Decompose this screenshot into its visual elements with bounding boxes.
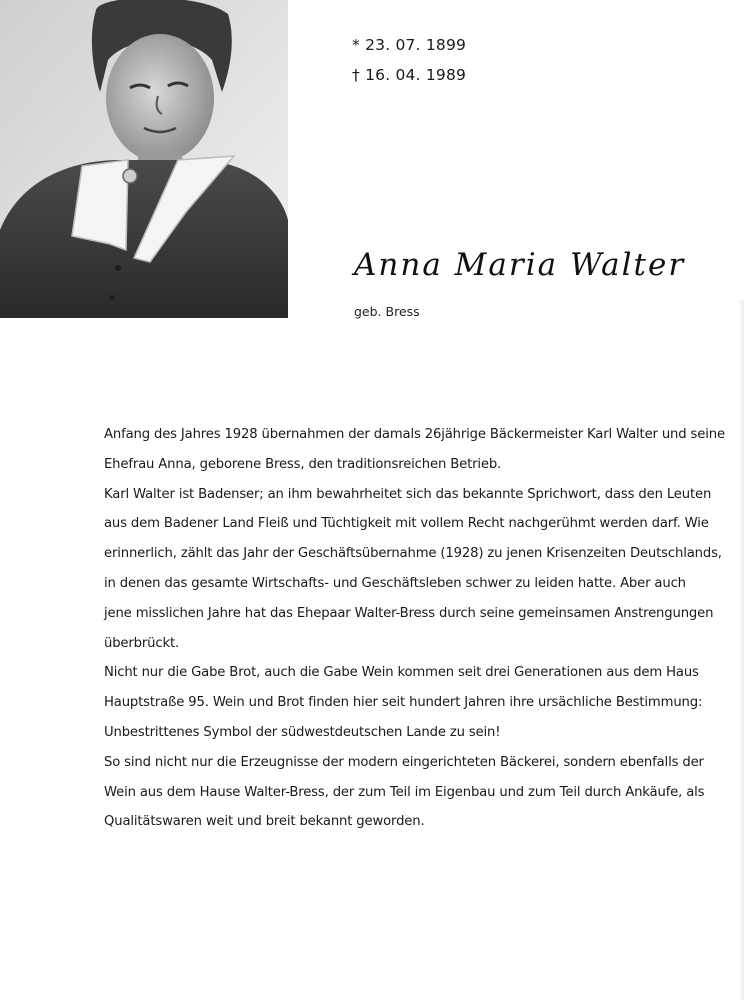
maiden-name: geb. Bress [354,304,420,319]
person-name: Anna Maria Walter [354,247,686,283]
portrait-illustration [0,0,288,318]
life-dates [352,30,466,90]
text-line: Wein aus dem Hause Walter-Bress, der zum Teil im Eigenbau und zum Teil durch Ankäufe, als [104,784,705,800]
text-line: überbrückt. [104,635,180,651]
biography-text [104,420,725,837]
text-line: Hauptstraße 95. Wein und Brot finden hier seit hundert Jahren ihre ursächliche Bestimmung: [104,695,703,711]
portrait-photo [0,0,288,318]
text-line: Nicht nur die Gabe Brot, auch die Gabe Wein kommen seit drei Generationen aus dem Haus [104,665,699,681]
text-line: in denen das gesamte Wirtschafts- und Geschäftsleben schwer zu leiden hatte. Aber auch [104,575,686,591]
text-line: Qualitätswaren weit und breit bekannt geworden. [104,814,425,830]
text-line: Ehefrau Anna, geborene Bress, den traditionsreichen Betrieb. [104,456,502,472]
text-line: Karl Walter ist Badenser; an ihm bewahrheitet sich das bekannte Sprichwort, dass den Leuten [104,486,712,502]
text-line: aus dem Badener Land Fleiß und Tüchtigkeit mit vollem Recht nachgerühmt werden darf. Wie [104,516,709,532]
birth-date: * 23. 07. 1899 [352,36,467,54]
text-line: Unbestrittenes Symbol der südwestdeutschen Lande zu sein! [104,724,501,740]
text-line: erinnerlich, zählt das Jahr der Geschäftsübernahme (1928) zu jenen Krisenzeiten Deutschlands, [104,546,722,562]
text-line: Anfang des Jahres 1928 übernahmen der damals 26jährige Bäckermeister Karl Walter und seine [104,427,725,442]
death-date: † 16. 04. 1989 [352,66,467,84]
text-line: So sind nicht nur die Erzeugnisse der modern eingerichteten Bäckerei, sondern ebenfalls der [104,754,704,770]
page-edge-shadow [738,300,744,1000]
text-line: jene misslichen Jahre hat das Ehepaar Walter-Bress durch seine gemeinsamen Anstrengungen [104,605,714,621]
